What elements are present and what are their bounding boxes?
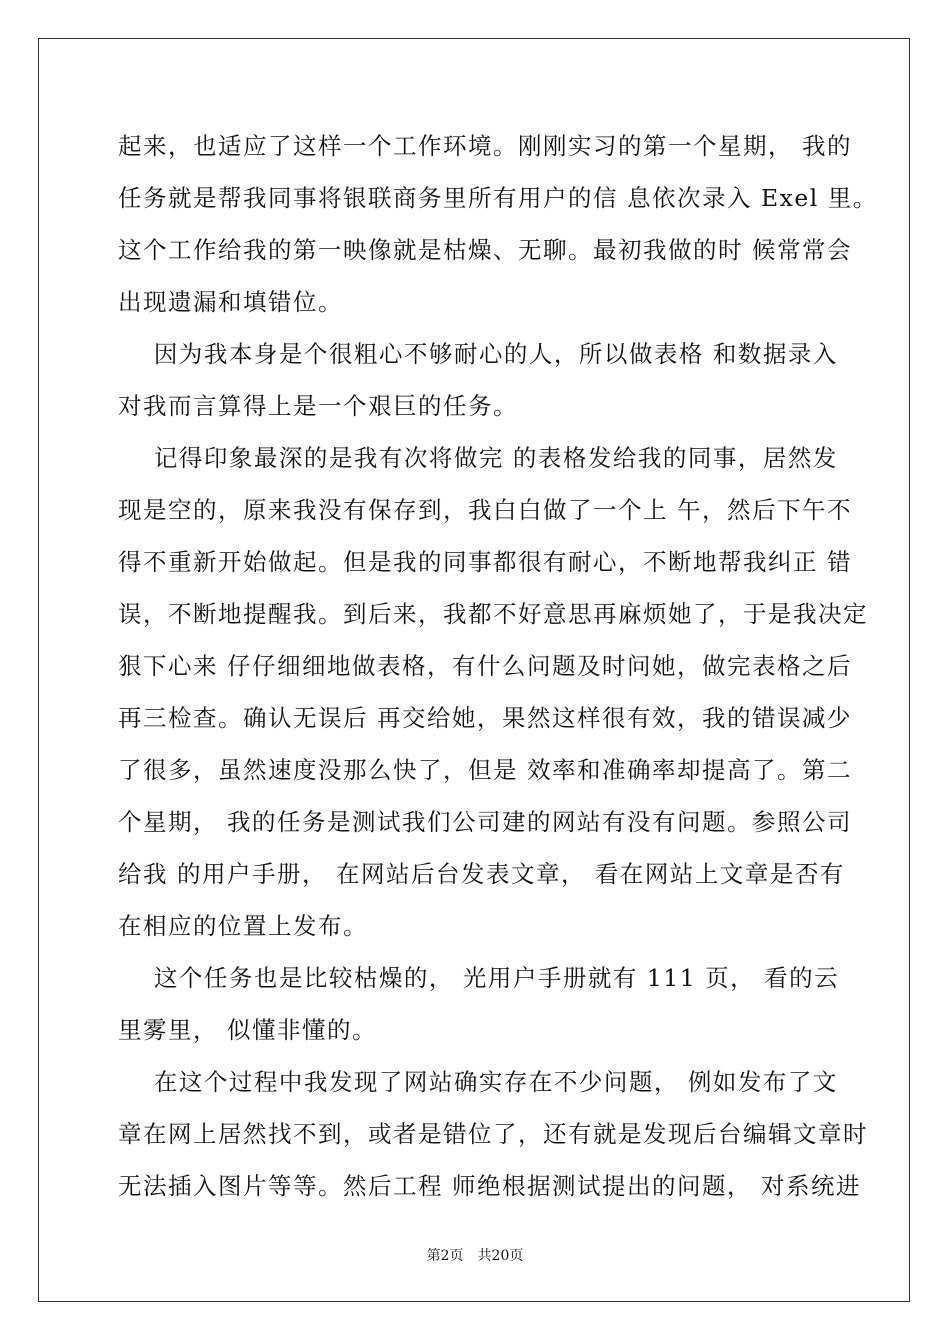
text-line: 个星期， 我的任务是测试我们公司建的网站有没有问题。参照公司: [118, 808, 852, 836]
text-line: 在这个过程中我发现了网站确实存在不少问题， 例如发布了文: [118, 1068, 838, 1096]
text-line: 现是空的，原来我没有保存到，我白白做了一个上 午，然后下午不: [118, 496, 852, 524]
text-line: 里雾里， 似懂非懂的。: [118, 1016, 377, 1044]
text-line: 在相应的位置上发布。: [118, 912, 368, 940]
page-number-footer: 第2页 共20页: [426, 1248, 524, 1264]
text-line: 狠下心来 仔仔细细地做表格，有什么问题及时问她，做完表格之后: [118, 652, 852, 680]
text-line: 得不重新开始做起。但是我的同事都很有耐心，不断地帮我纠正 错: [118, 548, 852, 576]
text-line: 记得印象最深的是我有次将做完 的表格发给我的同事，居然发: [118, 444, 838, 472]
text-line: 这个工作给我的第一映像就是枯燥、无聊。最初我做的时 候常常会: [118, 236, 852, 264]
text-line: 这个任务也是比较枯燥的， 光用户手册就有 111 页， 看的云: [118, 964, 840, 992]
text-line: 章在网上居然找不到，或者是错位了，还有就是发现后台编辑文章时: [118, 1120, 868, 1148]
text-line: 起来，也适应了这样一个工作环境。刚刚实习的第一个星期， 我的: [118, 132, 852, 160]
text-line: 对我而言算得上是一个艰巨的任务。: [118, 392, 518, 420]
text-line: 无法插入图片等等。然后工程 师绝根据测试提出的问题， 对系统进: [118, 1172, 861, 1200]
text-line: 误，不断地提醒我。到后来，我都不好意思再麻烦她了，于是我决定: [118, 600, 868, 628]
text-line: 再三检查。确认无误后 再交给她，果然这样很有效，我的错误减少: [118, 704, 852, 732]
text-line: 出现遗漏和填错位。: [118, 288, 343, 316]
text-line: 给我 的用户手册， 在网站后台发表文章， 看在网站上文章是否有: [118, 860, 845, 888]
text-line: 了很多，虽然速度没那么快了，但是 效率和准确率却提高了。第二: [118, 756, 852, 784]
text-line: 任务就是帮我同事将银联商务里所有用户的信 息依次录入 Exel 里。: [118, 184, 878, 212]
text-line: 因为我本身是个很粗心不够耐心的人，所以做表格 和数据录入: [118, 340, 838, 368]
